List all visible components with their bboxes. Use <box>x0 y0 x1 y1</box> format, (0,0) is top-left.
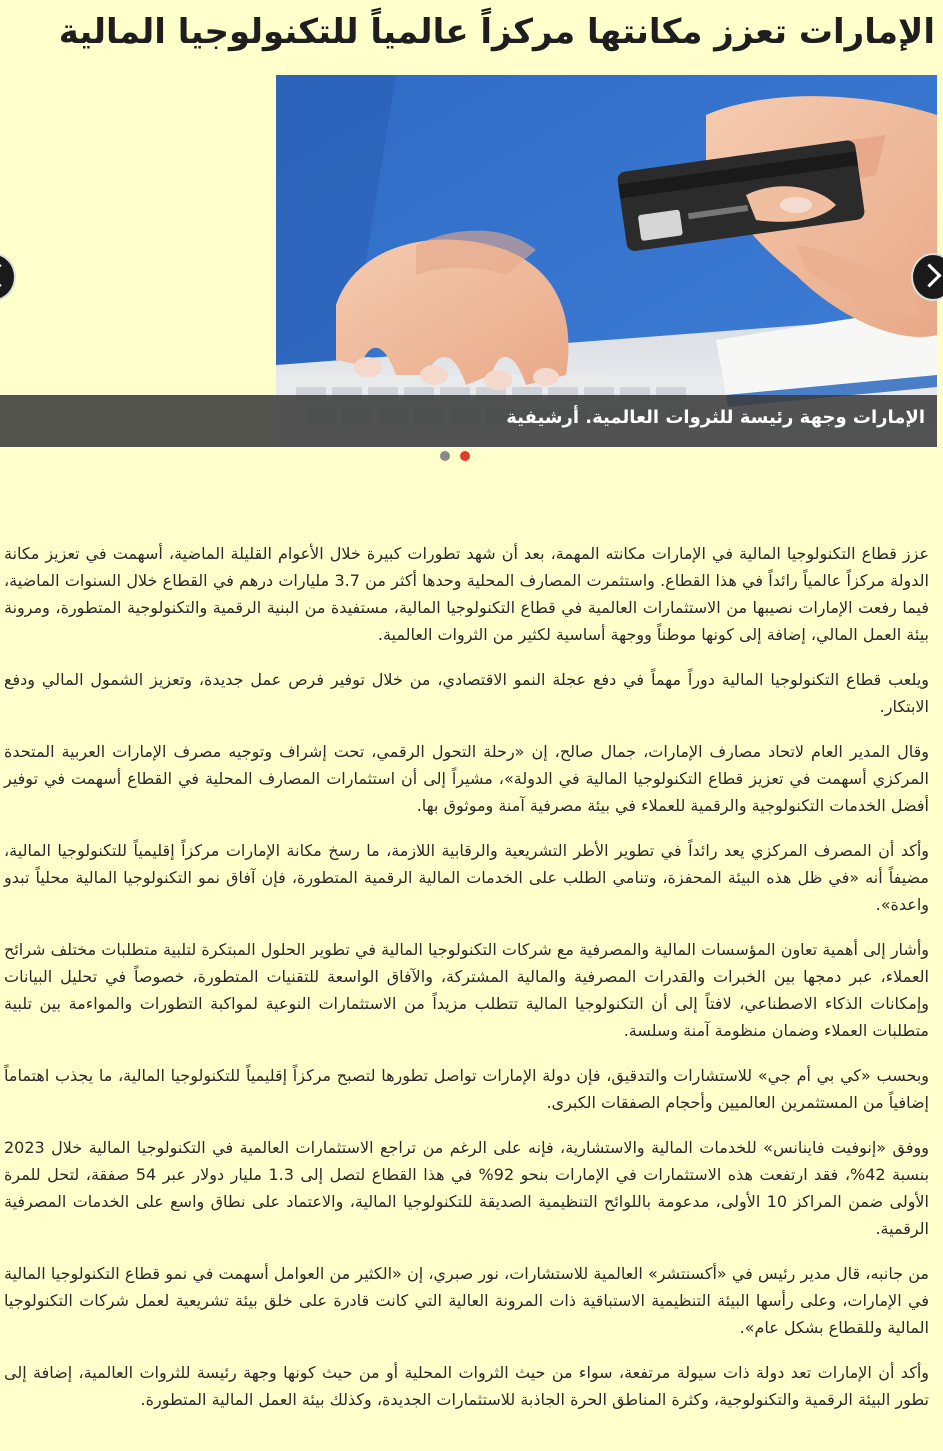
slider-dot[interactable] <box>440 451 450 461</box>
article-paragraph: وأكد أن المصرف المركزي يعد رائداً في تطوير الأطر التشريعية والرقابية اللازمة، ما رسخ مكانة الإمارات مركزاً إقليمياً للتكنولوجيا المالية، مضيفاً أنه «في ظل هذه البيئة المحفزة، وتنامي الطلب على الخدمات المالية الرقمية المتطورة، فإن آفاق نمو التكنولوجيا المالية محلياً تبدو واعدة». <box>4 841 929 914</box>
slider-pagination <box>440 451 470 461</box>
article-paragraph: وأشار إلى أهمية تعاون المؤسسات المالية والمصرفية مع شركات التكنولوجيا المالية في تطوير الحلول المبتكرة لتلبية متطلبات مختلف شرائح العملاء، عبر دمجها بين الخبرات والقدرات المصرفية والمالية المشتركة، والآفاق الواسعة للتقنيات المتطورة، خصوصاً في تحليل البيانات وإمكانات الذكاء الاصطناعي، لافتاً إلى أن التكنولوجيا المالية تتطلب مزيداً من الاستثمارات النوعية لمواكبة التطورات والمواءمة بين تلبية متطلبات العملاء وضمان منظومة آمنة وسلسة. <box>4 940 929 1040</box>
article-paragraph: وقال المدير العام لاتحاد مصارف الإمارات، جمال صالح، إن «رحلة التحول الرقمي، تحت إشراف وتوجيه مصرف الإمارات العربية المتحدة المركزي أسهمت في تعزيز قطاع التكنولوجيا المالية في الدولة»، مشيراً إلى أن استثمارات المصارف المحلية في القطاع أسهمت في توفير أفضل الخدمات التكنولوجية والرقمية للعملاء في بيئة مصرفية آمنة وموثوق بها. <box>4 742 929 815</box>
article-paragraph: وبحسب «كي بي أم جي» للاستشارات والتدقيق، فإن دولة الإمارات تواصل تطورها لتصبح مركزاً إقليمياً للتكنولوجيا المالية، ما يجذب اهتماماً إضافياً من المستثمرين العالميين وأحجام الصفقات الكبرى. <box>4 1066 929 1112</box>
slider-prev-button[interactable] <box>0 253 16 301</box>
image-slider <box>0 75 943 447</box>
article-paragraph: عزز قطاع التكنولوجيا المالية في الإمارات مكانته المهمة، بعد أن شهد تطورات كبيرة خلال الأعوام القليلة الماضية، أسهمت في تعزيز مكانة الدولة مركزاً عالمياً رائداً في هذا القطاع. واستثمرت المصارف المحلية وحدها أكثر من 3.7 مليارات درهم في القطاع خلال السنوات الماضية، فيما رفعت الإمارات نصيبها من الاستثمارات العالمية في قطاع التكنولوجيا المالية، مستفيدة من البنية الرقمية والتكنولوجية المتطورة، ومرونة بيئة العمل المالي، إضافة إلى كونها موطناً ووجهة أساسية لكثير من الثروات العالمية. <box>4 544 929 644</box>
article-paragraph: ووفق «إنوفيت فاينانس» للخدمات المالية والاستشارية، فإنه على الرغم من تراجع الاستثمارات العالمية في التكنولوجيا المالية خلال 2023 بنسبة 42%، فقد ارتفعت هذه الاستثمارات في الإمارات بنحو 92% في هذا القطاع لتصل إلى 1.3 مليار دولار عبر 54 صفقة، لتحل للمرة الأولى ضمن المراكز 10 الأولى، مدعومة باللوائح التنظيمية الصديقة للتكنولوجيا المالية، والاعتماد على نطاق واسع على الخدمات المصرفية الرقمية. <box>4 1138 930 1238</box>
article-headline: الإمارات تعزز مكانتها مركزاً عالمياً للتكنولوجيا المالية <box>58 12 935 52</box>
article-paragraph: وأكد أن الإمارات تعد دولة ذات سيولة مرتفعة، سواء من حيث الثروات المحلية أو من حيث كونها وجهة رئيسة للثروات العالمية، إضافة إلى تطور البيئة الرقمية والتكنولوجية، وكثرة المناطق الحرة الجاذبة للاستثمارات الجديدة، وكذلك بيئة العمل المالية المتطورة. <box>4 1363 929 1409</box>
chevron-left-icon <box>0 263 12 287</box>
slide-caption: الإمارات وجهة رئيسة للثروات العالمية. أرشيفية <box>506 407 925 428</box>
article-body <box>4 540 929 1431</box>
slide-photo <box>276 75 937 447</box>
article-paragraph: من جانبه، قال مدير رئيس في «أكسنتشر» العالمية للاستشارات، نور صبري، إن «الكثير من العوامل أسهمت في نمو قطاع التكنولوجيا المالية في الإمارات، وعلى رأسها البيئة التنظيمية الاستباقية ذات المرونة العالية التي كانت قادرة على خلق بيئة تشريعية لعمل شركات التكنولوجيا المالية وللقطاع بشكل عام». <box>4 1264 929 1337</box>
slider-dot-active[interactable] <box>460 451 470 461</box>
article-paragraph: ويلعب قطاع التكنولوجيا المالية دوراً مهماً في دفع عجلة النمو الاقتصادي، من خلال توفير فرص عمل جديدة، وتعزيز الشمول المالي ودفع الابتكار. <box>4 670 929 716</box>
chevron-right-icon <box>917 263 941 287</box>
slide-caption-bar <box>0 395 937 447</box>
